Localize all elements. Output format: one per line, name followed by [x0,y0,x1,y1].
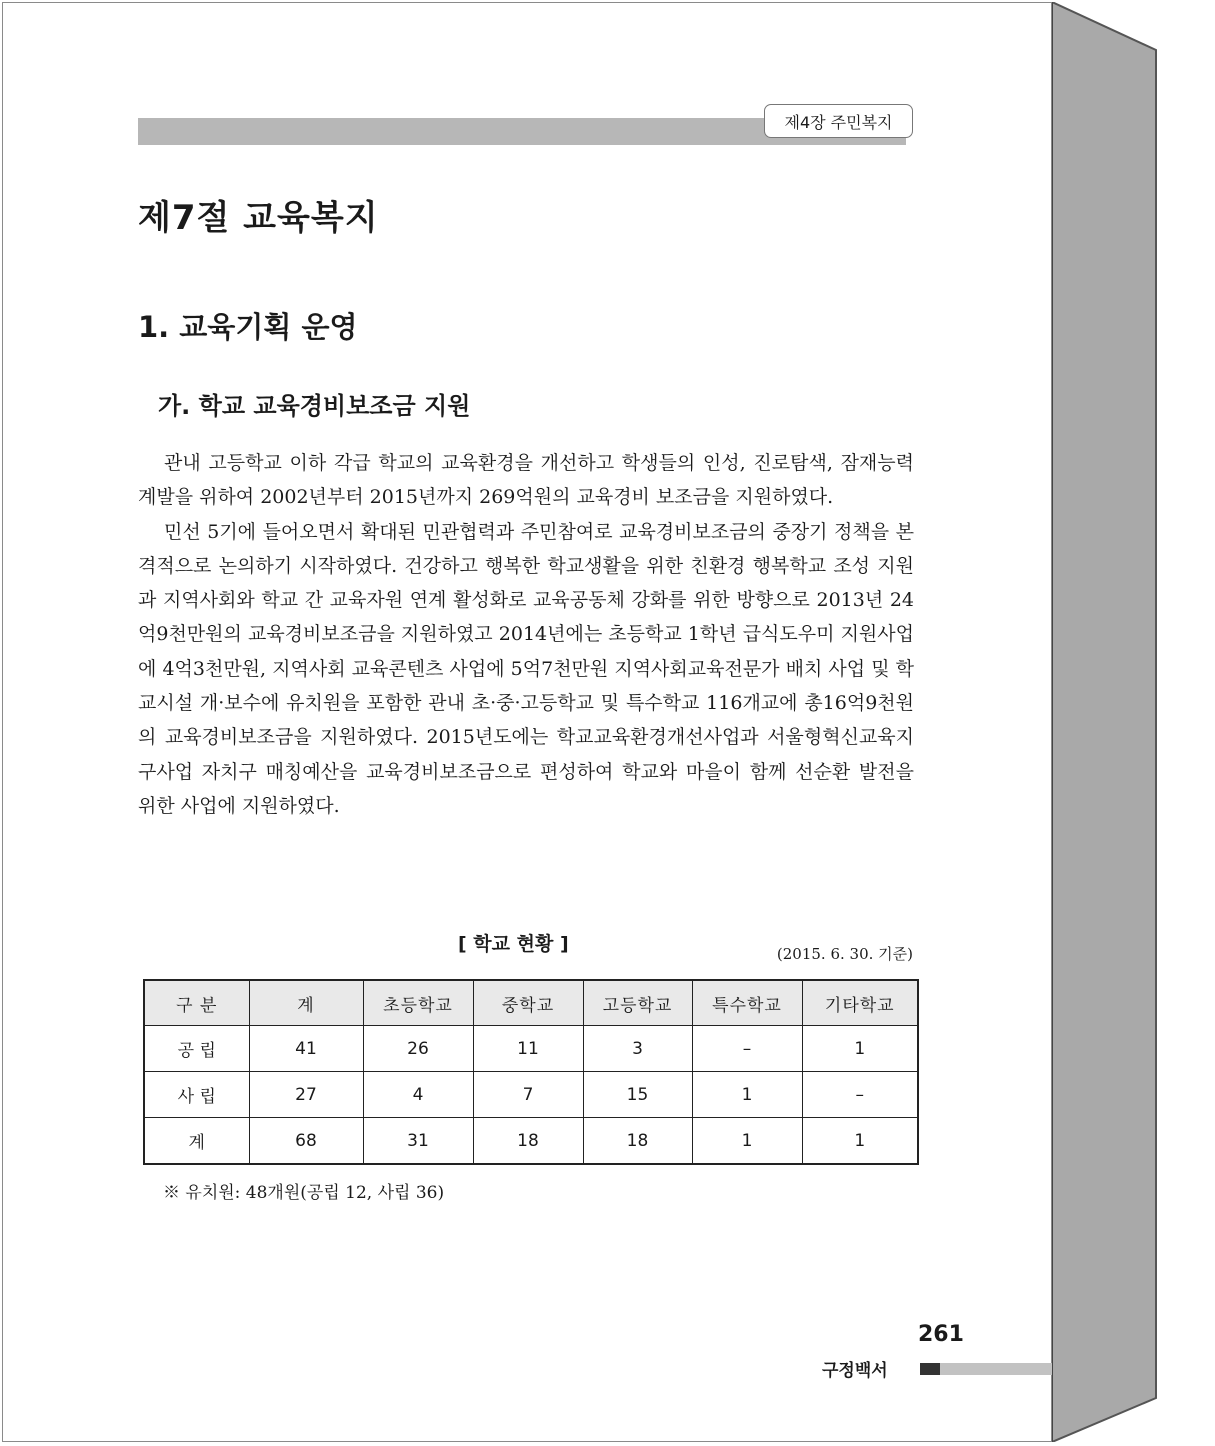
table-cell: 7 [473,1072,583,1118]
table-cell: 68 [249,1118,363,1165]
table-cell: 31 [363,1118,473,1165]
heading-2: 가. 학교 교육경비보조금 지원 [158,392,471,420]
table-cell: 4 [363,1072,473,1118]
book-edge [1052,2,1158,1442]
chapter-tab: 제4장 주민복지 [764,104,913,138]
table-cell: – [692,1026,802,1072]
column-header: 기타학교 [802,980,918,1026]
table-cell: 27 [249,1072,363,1118]
column-header: 계 [249,980,363,1026]
column-header: 중학교 [473,980,583,1026]
school-status-table [143,979,919,1165]
table-cell: 11 [473,1026,583,1072]
table-date: (2015. 6. 30. 기준) [776,945,913,963]
table-row [144,1118,918,1165]
table-cell: 공 립 [144,1026,249,1072]
paragraph: 관내 고등학교 이하 각급 학교의 교육환경을 개선하고 학생들의 인성, 진로탐색, 잠재능력 계발을 위하여 2002년부터 2015년까지 269억원의 교육경비 보조금을 지원하였다. [138,452,914,509]
table-cell: 1 [802,1026,918,1072]
table-cell: 계 [144,1118,249,1165]
table-row [144,1072,918,1118]
footer-bar [940,1363,1052,1375]
table-cell: – [802,1072,918,1118]
table-cell: 사 립 [144,1072,249,1118]
column-header: 고등학교 [583,980,692,1026]
table-cell: 26 [363,1026,473,1072]
footnote: ※ 유치원: 48개원(공립 12, 사립 36) [163,1183,445,1203]
column-header: 특수학교 [692,980,802,1026]
column-header: 초등학교 [363,980,473,1026]
column-header: 구 분 [144,980,249,1026]
table-caption: [ 학교 현황 ] [458,933,569,955]
footer-label: 구정백서 [822,1361,888,1381]
table-cell: 18 [473,1118,583,1165]
table-header-row [144,980,918,1026]
table-cell: 1 [692,1118,802,1165]
page-number: 261 [918,1322,964,1347]
table-cell: 41 [249,1026,363,1072]
heading-1: 1. 교육기획 운영 [138,310,358,344]
table-cell: 1 [802,1118,918,1165]
table-cell: 1 [692,1072,802,1118]
paragraph: 민선 5기에 들어오면서 확대된 민관협력과 주민참여로 교육경비보조금의 중장기 정책을 본격적으로 논의하기 시작하였다. 건강하고 행복한 학교생활을 위한 친환경 행복학교 조성 지원과 지역사회와 학교 간 교육자원 연계 활성화로 교육공동체 강화를 위한 방향으로 2013년 24억9천만원의 교육경비보조금을 지원하였고 2014년에는 초등학교 1학년 급식도우미 지원사업에 4억3천만원, 지역사회 교육콘텐츠 사업에 5억7천만원 지역사회교육전문가 배치 사업 및 학교시설 개·보수에 유치원을 포함한 관내 초·중·고등학교 및 특수학교 116개교에 총16억9천원의 교육경비보조금을 지원하였다. 2015년도에는 학교교육환경개선사업과 서울형혁신교육지구사업 자치구 매칭예산을 교육경비보조금으로 편성하여 학교와 마을이 함께 선순환 발전을 위한 사업에 지원하였다. [138,520,914,817]
body-text [138,446,914,823]
table-cell: 18 [583,1118,692,1165]
table-cell: 3 [583,1026,692,1072]
table-row [144,1026,918,1072]
table-cell: 15 [583,1072,692,1118]
footer-marker [920,1363,940,1375]
section-title: 제7절 교육복지 [138,198,379,238]
